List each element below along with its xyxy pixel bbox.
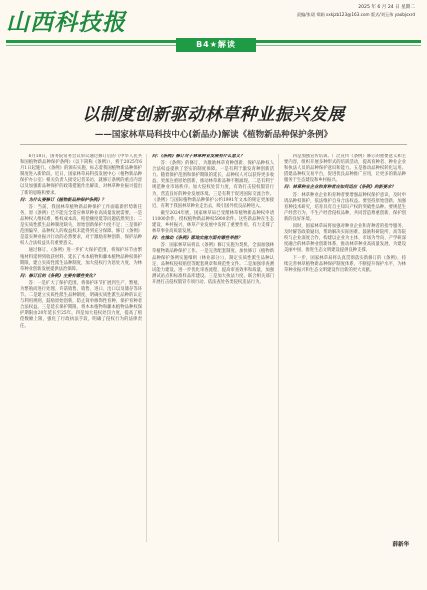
headline-divider bbox=[20, 144, 407, 145]
body-paragraph: 截至2024年底，国家林草局已受理林草植物新品种权申请11000余件，授权植物新品种权5900余件。这些新品种在生态建设、乡村振兴、林草产业发展中发挥了重要作用，有力支撑了林草事业高质量发展。 bbox=[152, 210, 274, 235]
body-paragraph: 6月18日，国务院常务会议审议通过修订后的《中华人民共和国植物新品种保护条例》（以下简称《条例》），将于2025年6月1日起施行。《条例》的颁布实施，标志着我国植物新品种保护制度进入新阶段。近日，国家林草局科技发展中心（植物新品种保护办公室）相关负责人接受记者采访，就修订条例的重点内容以及加强新品种保护的政策措施作出解读，对林草种业振兴提出了新的思路和要求。 bbox=[20, 154, 142, 196]
question-paragraph: 问：《条例》修订对于林草种业发展有什么意义？ bbox=[152, 154, 245, 159]
question-paragraph: 问：为什么要修订《植物新品种保护条例》？ bbox=[20, 197, 106, 203]
editor-credits: 责编/张珺 郑娟 sxkjzb123@163.com 版式/刘玉伟 yaobjsxrd bbox=[296, 12, 415, 17]
article-column-2 bbox=[152, 154, 274, 542]
newspaper-logo: 山西科技报 bbox=[6, 9, 126, 36]
article-byline: 薛新华 bbox=[392, 542, 409, 548]
issue-meta bbox=[297, 4, 415, 18]
column-divider bbox=[278, 154, 279, 542]
body-paragraph: 答：一是扩大了保护范围，将保护环节扩展到生产、繁殖、为繁殖而进行处理、许诺销售、销售、进口、出口以及储存等环节。二是建立实质性派生品种制度，明确实质性派生品种的认定与利用规则，鼓励原始创新，防止简单修饰性育种，保护育种者合法权益。三是延长保护期限，将木本植物和藤本植物品种权保护期限由20年延长至25年。四是加大侵权处罚力度，提高了赔偿数额上限，强化了行政执法手段，明确了侵权行为的法律责任。 bbox=[20, 280, 142, 329]
article-headline: 以制度创新驱动林草种业振兴发展 bbox=[82, 105, 345, 125]
issue-date: 2025 年 6 月 24 日 星期二 bbox=[358, 5, 415, 10]
column-divider bbox=[146, 154, 147, 542]
question-paragraph: 问：在推动《条例》落地实施方面有哪些举措？ bbox=[152, 236, 243, 242]
body-paragraph: 下一步，国家林草局将认真贯彻落实新修订的《条例》，持续完善林草植物新品种保护制度体系，不断提升保护水平，为林草种业振兴和生态文明建设作出新的更大贡献。 bbox=[284, 255, 406, 273]
body-paragraph: 同时，国家林草局将加强对种业企业和育种者的指导服务，及时解答政策疑问，帮助解决实际困难。鼓励科研院所、高等院校与企业深度合作，构建以企业为主体、市场为导向、产学研深度融合的林草种业创新体系，推动林草种业高质量发展，为建设美丽中国、推进生态文明建设提供良种支撑。 bbox=[284, 224, 406, 254]
question-paragraph: 问：修订后的《条例》主要有哪些变化？ bbox=[20, 273, 98, 279]
article-column-1 bbox=[20, 154, 142, 542]
section-tab: B4★解读 bbox=[176, 38, 256, 52]
article-column-3 bbox=[284, 154, 406, 542]
masthead bbox=[0, 0, 427, 42]
body-paragraph: 答：当前，我国林草植物新品种保护工作面临新形势新任务，原《条例》已不能完全适应林草种业高质量发展需要。一是品种权人维权难、维权成本高、赔偿额度低等问题依然突出；二是实质性派生品种制度缺失，原始创新保护力度不足；三是保护范围偏窄，品种权人的收益权未能得到充分保障。修订《条例》是落实种业振兴行动的必然要求，对于激励育种创新、保护品种权人合法权益具有重要意义。 bbox=[20, 204, 142, 247]
body-paragraph: 答：《条例》的修订，为激励林草育种创新、保护品种权人合法权益提供了坚实的制度保障。一是有利于激发育种创新活力。随着保护范围和保护期限的延长，品种权人可以获得更多收益，更加注重原始创新，推动林草新品种不断涌现。二是有利于规范种业市场秩序。加大侵权处罚力度，有效打击侵权假冒行为，营造良好的种业发展环境。三是有利于促进国际交流合作。《条例》与国际植物新品种保护公约1991年文本的规定更加接近，有利于我国林草种业走出去，吸引国外优良品种进入。 bbox=[152, 161, 274, 209]
body-paragraph: 通过修订，《条例》进一步扩大保护范围，将保护环节由繁殖材料延伸到收获材料，延长了木本植物和藤本植物品种权保护期限，建立实质性派生品种制度，加大侵权行为惩处力度，为林草种业创新发展提供法治保障。 bbox=[20, 248, 142, 272]
article-subheadline: ——国家林草局科技中心(新品办)解读《植物新品种保护条例》 bbox=[94, 130, 333, 140]
question-paragraph: 问：林草种业企业和育种者应如何适应《条例》的新要求？ bbox=[284, 185, 396, 191]
body-paragraph: 答：国家林草局将以《条例》修订实施为契机，全面加强林草植物新品种保护工作。一是完善配套制度。加快修订《植物新品种保护条例实施细则（林业部分）》，制定实质性派生品种认定、品种权侵权赔偿等配套规章和规范性文件。二是加强审查测试能力建设。进一步优化审查流程，提高审查效率和质量，加强测试站点和标准样品库建设。三是加大执法力度，联合相关部门开展打击侵权假冒专项行动，依法查处各类侵权违法行为。 bbox=[152, 243, 274, 285]
body-paragraph: 四是加强宣传培训。广泛宣传《条例》修订的重要意义和主要内容，组织开展多种形式的培训活动，提高育种者、种业企业和执法人员的品种保护意识和能力。五是推动品种权转化运用。搭建品种权交易平台，促进优良品种推广应用，让更多的新品种服务于生态建设和乡村振兴。 bbox=[284, 154, 406, 184]
body-paragraph: 答：林草种业企业和育种者要增强品种权保护意识，及时申请品种权保护，依法维护自身合法权益。要坚持原始创新，加强育种技术研究，培育具有自主知识产权的突破性品种。要规范生产经营行为，不生产经营侵权品种，共同营造尊重创新、保护创新的良好环境。 bbox=[284, 192, 406, 222]
